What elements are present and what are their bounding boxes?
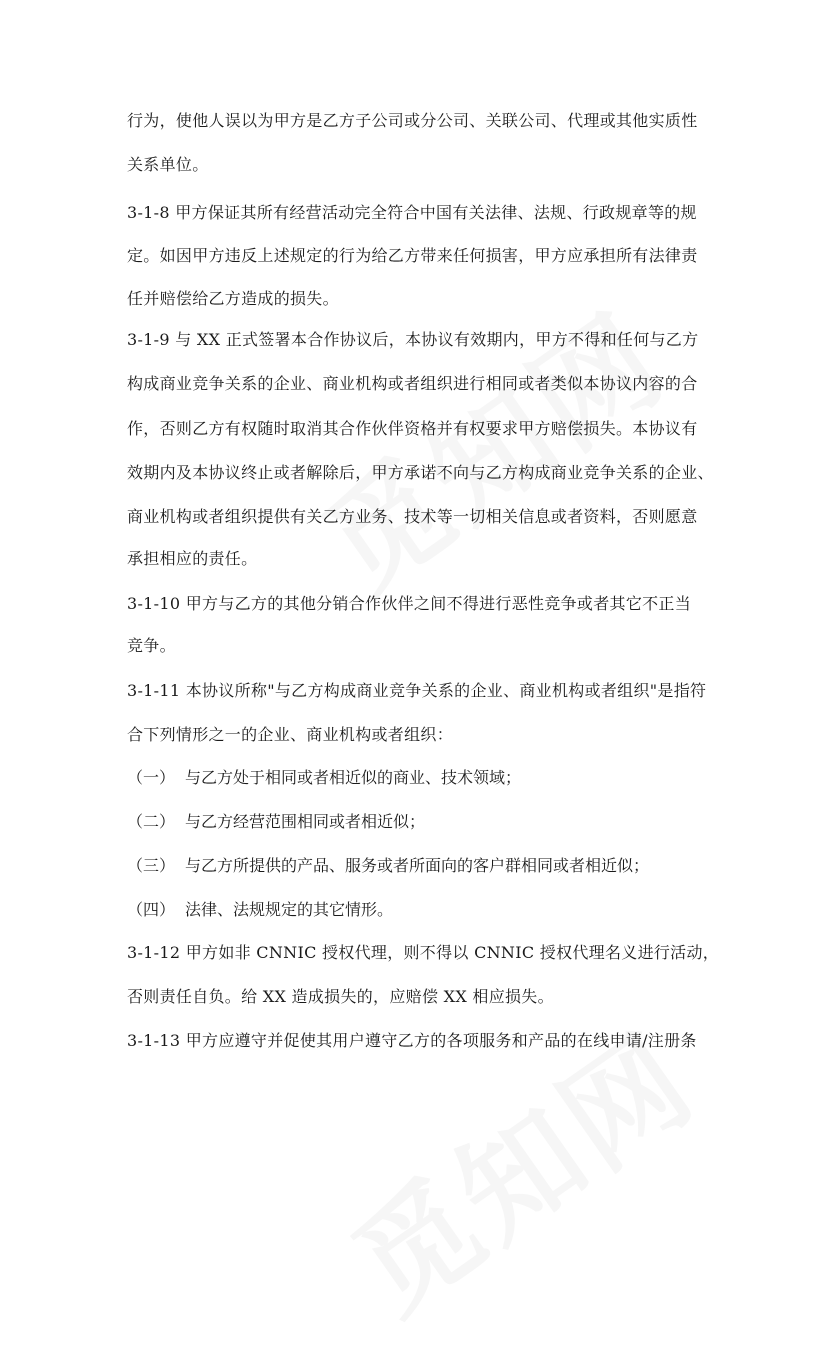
paragraph-line: 3-1-9 与 XX 正式签署本合作协议后，本协议有效期内，甲方不得和任何与乙方	[127, 330, 699, 349]
paragraph-line: 任并赔偿给乙方造成的损失。	[127, 289, 339, 308]
paragraph-line: 3-1-11 本协议所称"与乙方构成商业竞争关系的企业、商业机构或者组织"是指符	[127, 681, 707, 700]
paragraph-line: 行为，使他人误以为甲方是乙方子公司或分公司、关联公司、代理或其他实质性	[127, 111, 698, 130]
paragraph-line: 3-1-13 甲方应遵守并促使其用户遵守乙方的各项服务和产品的在线申请/注册条	[127, 1031, 697, 1050]
paragraph-line: 商业机构或者组织提供有关乙方业务、技术等一切相关信息或者资料，否则愿意	[127, 507, 698, 526]
paragraph-line: 关系单位。	[127, 155, 209, 174]
paragraph-line: 3-1-8 甲方保证其所有经营活动完全符合中国有关法律、法规、行政规章等的规	[127, 203, 697, 222]
paragraph-line: 定。如因甲方违反上述规定的行为给乙方带来任何损害，甲方应承担所有法律责	[127, 246, 698, 265]
list-item-number: （二）	[127, 812, 176, 831]
paragraph-line: 构成商业竞争关系的企业、商业机构或者组织进行相同或者类似本协议内容的合	[127, 374, 698, 393]
list-item-number: （四）	[127, 900, 176, 919]
paragraph-line: 3-1-10 甲方与乙方的其他分销合作伙伴之间不得进行恶性竞争或者其它不正当	[127, 594, 692, 613]
list-item-text: 与乙方所提供的产品、服务或者所面向的客户群相同或者相近似；	[185, 856, 650, 875]
paragraph-line: 3-1-12 甲方如非 CNNIC 授权代理，则不得以 CNNIC 授权代理名义进行活动，	[127, 943, 720, 962]
paragraph-line: 作，否则乙方有权随时取消其合作伙伴资格并有权要求甲方赔偿损失。本协议有	[127, 419, 698, 438]
paragraph-line: 竞争。	[127, 636, 176, 655]
paragraph-line: 效期内及本协议终止或者解除后，甲方承诺不向与乙方构成商业竞争关系的企业、	[127, 463, 714, 482]
paragraph-line: 合下列情形之一的企业、商业机构或者组织：	[127, 725, 454, 744]
list-item-number: （一）	[127, 768, 176, 787]
list-item-text: 法律、法规规定的其它情形。	[185, 900, 394, 919]
list-item-text: 与乙方处于相同或者相近似的商业、技术领域；	[185, 768, 522, 787]
paragraph-line: 否则责任自负。给 XX 造成损失的，应赔偿 XX 相应损失。	[127, 987, 554, 1006]
list-item-number: （三）	[127, 856, 176, 875]
list-item-text: 与乙方经营范围相同或者相近似；	[185, 812, 426, 831]
paragraph-line: 承担相应的责任。	[127, 549, 258, 568]
